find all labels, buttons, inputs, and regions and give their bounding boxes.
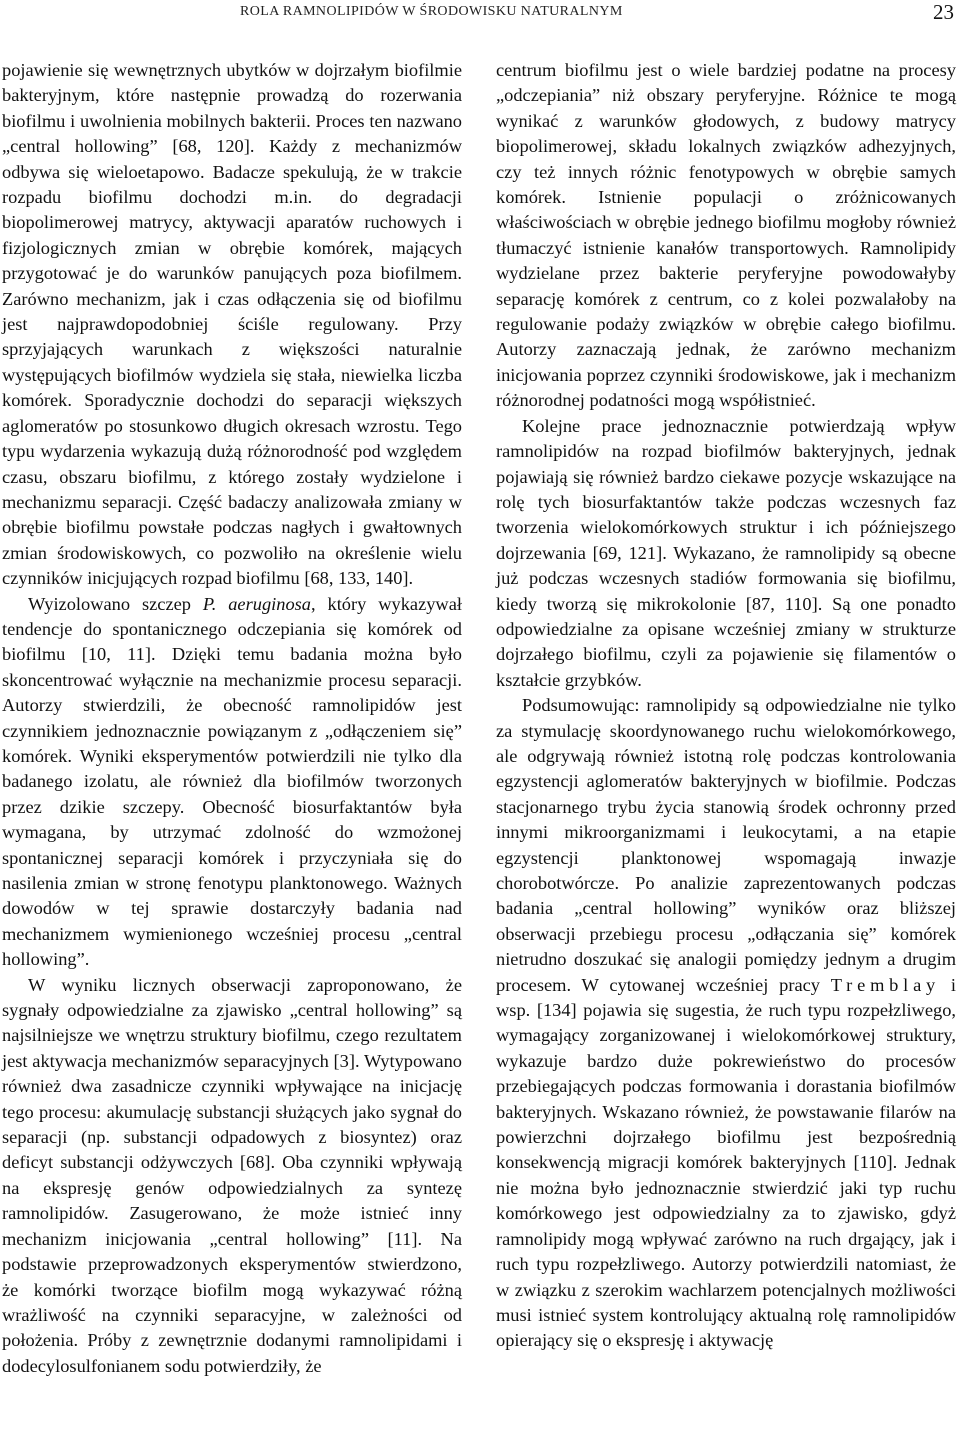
left-paragraph-2 — [2, 592, 462, 973]
left-paragraph-2-start: Wyizolowano szczep — [28, 593, 203, 614]
left-paragraph-2-rest: , który wykazywał tendencje do spontanicznego odczepiania się komórek od biofilmu [10, 11]. Dzięki temu badania można było skoncentrować wyłącznie na mechanizmie procesu separacji. Autorzy stwierdzili, że obecność ramnolipidów jest czynnikiem jednoznacznie powiązanym z „odłączeniem się” komórek. Wyniki eksperymentów potwierdzili nie tylko dla badanego izolatu, ale również dla biofilmów tworzonych przez dzikie szczepy. Obecność biosurfaktantów była wymagana, by utrzymać zdolność do wzmożonej spontanicznej separacji komórek i przyczyniała się do nasilenia zmian w stronę fenotypu planktonowego. Ważnych dowodów w tej sprawie dostarczyły badania nad mechanizmem wymienionego wcześniej procesu „central hollowing”. — [2, 593, 462, 970]
left-column — [2, 58, 462, 1379]
author-name: Tremblay — [830, 974, 941, 995]
page-number: 23 — [933, 0, 954, 24]
right-paragraph-1: centrum biofilmu jest o wiele bardziej podatne na procesy „odczepiania” niż obszary peryferyjne. Różnice te mogą wynikać z warunków głodowych, z budowy matrycy biopolimerowej, składu lokalnych związków adhezyjnych, czy też innych różnic fenotypowych w obrębie samych komórek. Istnienie populacji o zróżnicowanych właściwościach w obrębie jednego biofilmu mogłoby również tłumaczyć istnienie kanałów transportowych. Ramnolipidy wydzielane przez bakterie peryferyjne powodowałyby separację komórek z centrum, co z kolei pozwalałoby na regulowanie podaży związków w obrębie całego biofilmu. Autorzy zaznaczają jednak, że zarówno mechanizm inicjowania poprzez czynniki środowiskowe, jak i mechanizm różnorodnej podatności mogą współistnieć. — [496, 60, 956, 411]
left-paragraph-1: pojawienie się wewnętrznych ubytków w dojrzałym biofilmie bakteryjnym, które następnie prowadzą do rozerwania biofilmu i uwolnienia mobilnych bakterii. Proces ten nazwano „central hollowing” [68, 120]. Każdy z mechanizmów odbywa się wieloetapowo. Badacze spekulują, że w trakcie rozpadu biofilmu dochodzi m.in. do degradacji biopolimerowej matrycy, aktywacji aparatów ruchowych i fizjologicznych zmian w obrębie komórek, mających przygotować je do warunków panujących poza biofilmem. Zarówno mechanizm, jak i czas odłączenia się od biofilmu jest najprawdopodobniej ściśle regulowany. Przy sprzyjających warunkach z większości naturalnie występujących biofilmów wydziela się stała, niewielka liczba komórek. Sporadycznie dochodzi do separacji większych aglomeratów po stosunkowo długich okresach wzrostu. Tego typu wydarzenia wykazują dużą różnorodność pod względem czasu, obszaru biofilmu, z którego zostały wydzielone i mechanizmu separacji. Część badaczy analizowała zmiany w obrębie biofilmu powstałe podczas nagłych i gwałtownych zmian środowiskowych, co pozwoliło na określenie wielu czynników inicjujących rozpad biofilmu [68, 133, 140]. — [2, 60, 462, 589]
left-paragraph-3: W wyniku licznych obserwacji zaproponowano, że sygnały odpowiedzialne za zjawisko „central hollowing” są najsilniejsze we wnętrzu struktury biofilmu, czego rezultatem jest aktywacja mechanizmów separacyjnych [3]. Wytypowano również dwa zasadnicze czynniki wpływające na inicjację tego procesu: akumulację substancji służących jako sygnał do separacji (np. substancji odpadowych z biosyntez) oraz deficyt substancji odżywczych [68]. Oba czynniki wpływają na ekspresję genów odpowiedzialnych za syntezę ramnolipidów. Zasugerowano, że może istnieć inny mechanizm inicjowania „central hollowing” [11]. Na podstawie przeprowadzonych eksperymentów stwierdzono, że komórki tworzące biofilm mogą wykazywać różną wrażliwość na czynniki separacyjne, w zależności od położenia. Próby z zewnętrznie dodanymi ramnolipidami i dodecylosulfonianem sodu potwierdziły, że — [2, 974, 462, 1376]
right-paragraph-3 — [496, 693, 956, 1354]
right-paragraph-3-start: Podsumowując: ramnolipidy są odpowiedzialne nie tylko za stymulację skoordynowanego ruchu wielokomórkowego, ale odgrywają również istotną rolę podczas kontrolowania egzystencji aglomeratów bakteryjnych w biofilmie. Podczas stacjonarnego trybu życia stanowią środek ochronny przed innymi mikroorganizmami i leukocytami, a na etapie egzystencji planktonowej wspomagają inwazje chorobotwórcze. Po analizie zaprezentowanych podczas badania „central hollowing” wyników oraz bliższej obserwacji przebiegu procesu „odłączania się” komórek nietrudno doszukać się analogii pomiędzy jednym a drugim procesem. W cytowanej wcześniej pracy — [496, 695, 956, 995]
right-paragraph-3-rest: i wsp. [134] pojawia się sugestia, że ruch typu rozpełzliwego, wymagający zorganizowanej i wielokomórkowej struktury, wykazuje bardzo duże pokrewieństwo do procesów przebiegających podczas formowania i dorastania biofilmów bakteryjnych. Wskazano również, że powstawanie filarów na powierzchni dojrzałego biofilmu jest bezpośrednią konsekwencją migracji komórek bakteryjnych [110]. Jednak nie można było jednoznacznie stwierdzić jaki typ ruchu komórkowego jest odpowiedzialny za to zjawisko, gdyż ramnolipidy mogą wpływać zarówno na ruch drgający, jak i ruch typu rozpełzliwego. Autorzy potwierdzili natomiast, że w związku z szerokim wachlarzem potencjalnych możliwości musi istnieć system kontrolujący aktualną rolę ramnolipidów opierający się o ekspresję i aktywację — [496, 974, 956, 1351]
species-name: P. aeruginosa — [202, 593, 311, 614]
right-paragraph-2: Kolejne prace jednoznacznie potwierdzają wpływ ramnolipidów na rozpad biofilmów bakteryjnych, jednak pojawiają się również bardzo ciekawe pozycje wskazujące na rolę tych biosurfaktantów także podczas wczesnych faz tworzenia wielokomórkowych struktur i ich późniejszego dojrzewania [69, 121]. Wykazano, że ramnolipidy są obecne już podczas wczesnych stadiów formowania się biofilmu, kiedy tworzą się mikrokolonie [87, 110]. Są one ponadto odpowiedzialne za opisane wcześniej zmiany w strukturze dojrzałego biofilmu, czyli za pojawienie się filamentów o kształcie grzybków. — [496, 415, 956, 690]
right-column — [496, 58, 956, 1354]
running-title: ROLA RAMNOLIPIDÓW W ŚRODOWISKU NATURALNYM — [240, 4, 623, 19]
